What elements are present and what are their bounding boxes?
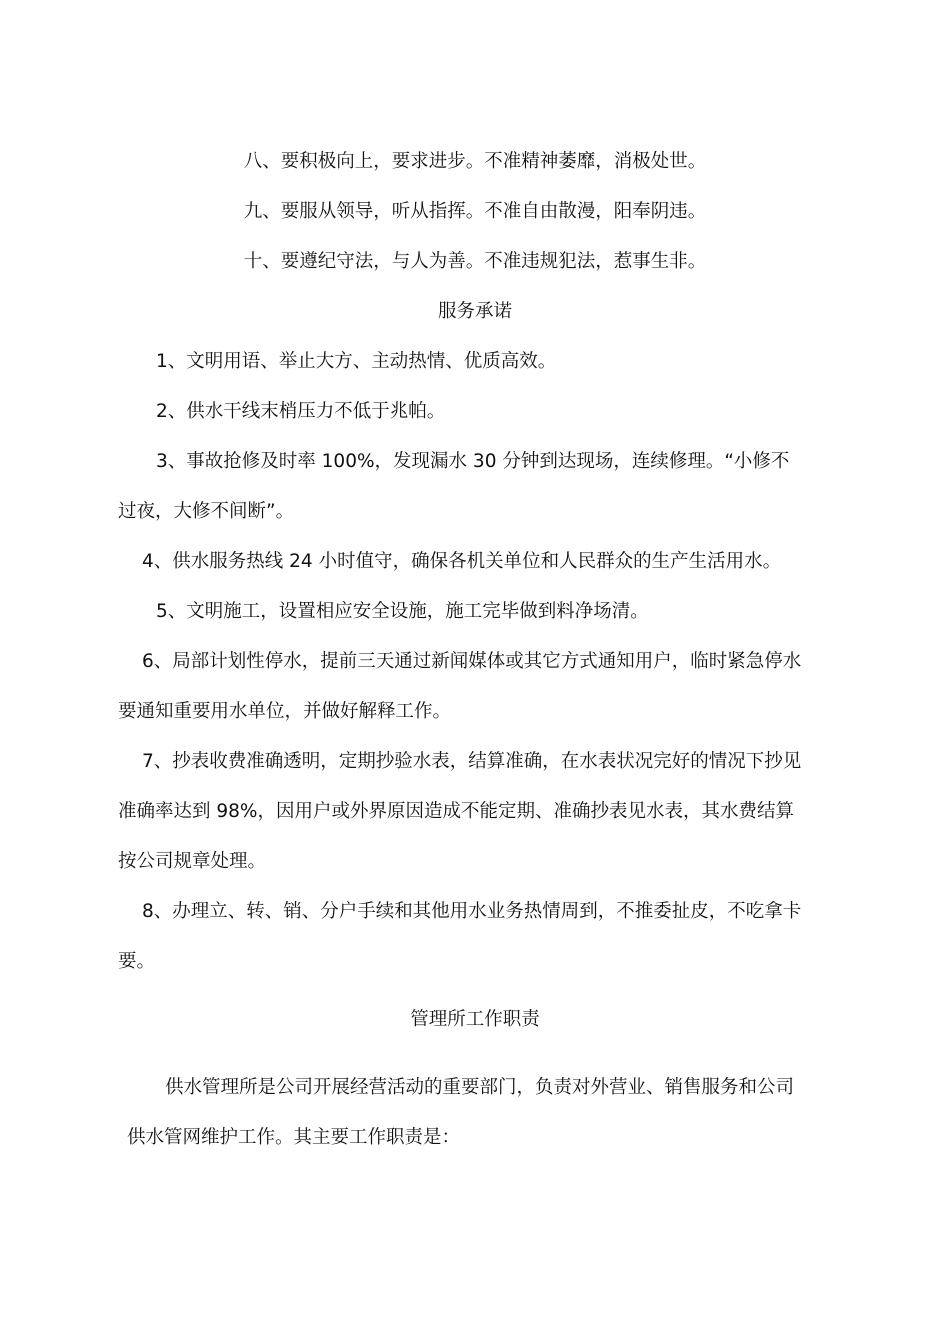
rule-line-10: 十、要遵纪守法，与人为善。不准违规犯法，惹事生非。 [243,251,707,272]
service-item-7-line-3: 按公司规章处理。 [118,851,267,872]
section-title-management: 管理所工作职责 [410,1009,540,1030]
service-item-6-line-1: 6、局部计划性停水，提前三天通过新闻媒体或其它方式通知用户，临时紧急停水 [142,651,802,672]
service-item-6-line-2: 要通知重要用水单位，并做好解释工作。 [118,701,452,722]
service-item-7-line-2: 准确率达到 98%，因用户或外界原因造成不能定期、准确抄表见水表，其水费结算 [118,801,795,822]
service-item-5: 5、文明施工，设置相应安全设施，施工完毕做到料净场清。 [156,601,649,622]
service-item-8-line-2: 要。 [118,951,156,972]
service-item-8-line-1: 8、办理立、转、销、分户手续和其他用水业务热情周到，不推委扯皮，不吃拿卡 [142,901,802,922]
management-paragraph-line-1: 供水管理所是公司开展经营活动的重要部门，负责对外营业、销售服务和公司 [165,1077,795,1098]
service-item-2: 2、供水干线末梢压力不低于兆帕。 [156,401,446,422]
management-paragraph-line-2: 供水管网维护工作。其主要工作职责是： [127,1127,461,1148]
section-title-service: 服务承诺 [437,301,512,322]
service-item-3-line-1: 3、事故抢修及时率 100%，发现漏水 30 分钟到达现场，连续修理。“小修不 [156,451,790,472]
service-item-3-line-2: 过夜，大修不间断”。 [118,501,295,522]
service-item-4: 4、供水服务热线 24 小时值守，确保各机关单位和人民群众的生产生活用水。 [142,551,782,572]
service-item-7-line-1: 7、抄表收费准确透明，定期抄验水表，结算准确，在水表状况完好的情况下抄见 [142,751,802,772]
rule-line-8: 八、要积极向上，要求进步。不准精神萎靡，消极处世。 [243,151,707,172]
rule-line-9: 九、要服从领导，听从指挥。不准自由散漫，阳奉阴违。 [243,201,707,222]
service-item-1: 1、文明用语、举止大方、主动热情、优质高效。 [156,351,557,372]
